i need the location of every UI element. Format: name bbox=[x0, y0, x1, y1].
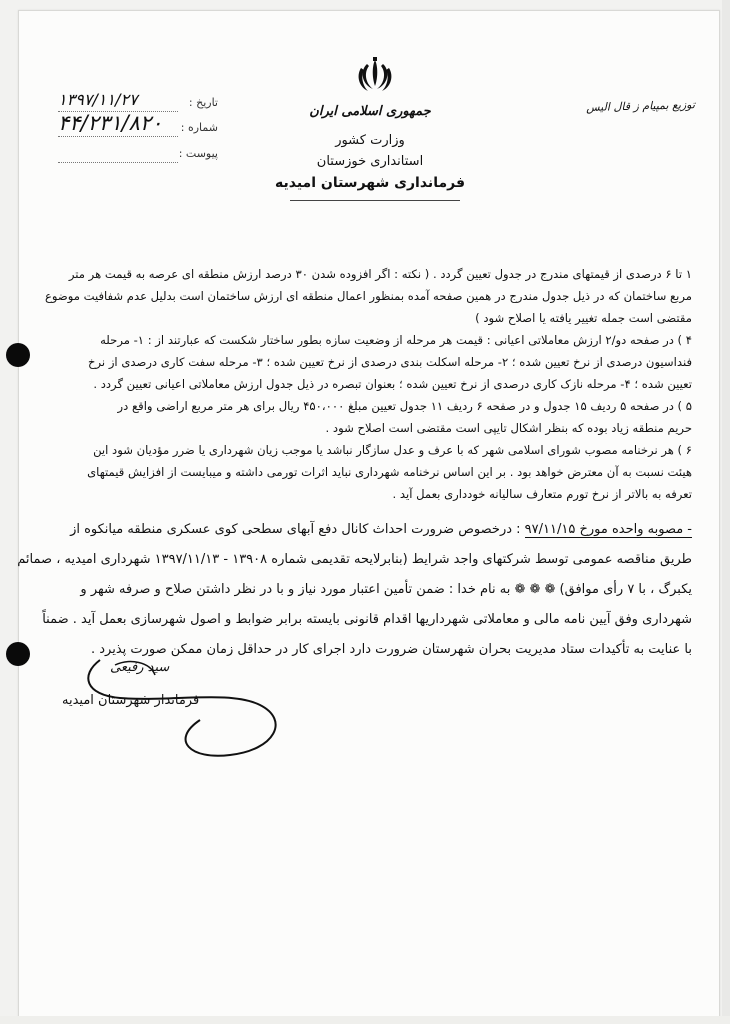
number-label: شماره : bbox=[180, 121, 218, 134]
handwritten-signature-icon bbox=[60, 650, 300, 770]
page-edge-bottom bbox=[0, 1016, 730, 1024]
number-value: ۴۴/۲۳۱/۸۲۰ bbox=[58, 111, 163, 135]
resolution-line-1 bbox=[66, 515, 692, 545]
governorate-name: استانداری خوزستان bbox=[316, 154, 424, 169]
resolution-heading: - مصوبه واحده مورخ ۹۷/۱۱/۱۵ bbox=[524, 522, 692, 537]
resolution-line-2: طریق مناقصه عمومی توسط شرکتهای واجد شرایط (بنابرلایحه تقدیمی شماره ۱۳۹۰۸ - ۱۳۹۷/۱۱/۱۳ شهرداری امیدیه ، صمائم bbox=[17, 552, 692, 567]
letter-body bbox=[17, 263, 692, 665]
body-line: تعرفه به بالاتر از نرخ تورم متعارف سالیانه خودداری بعمل آید . bbox=[392, 487, 692, 501]
resolution-line-3: یکبرگ ، با ۷ رأی موافق) ❁ ❁ ❁ به نام خدا : ضمن تأمین اعتبار مورد نیاز و با در نظر داشتن صلاح و صرفه شهر و bbox=[80, 582, 692, 597]
date-value: ۱۳۹۷/۱۱/۲۷ bbox=[58, 90, 138, 109]
attachment-label: پیوست : bbox=[178, 147, 218, 160]
number-field bbox=[58, 111, 218, 139]
page-edge-right bbox=[722, 0, 730, 1024]
body-line: ۶ ) هر نرخنامه مصوب شورای اسلامی شهر که با عرف و عدل سازگار نباشد یا موجب زیان شهرداری یا ضرر مؤدیان شود این bbox=[93, 443, 692, 457]
date-label: تاریخ : bbox=[188, 96, 218, 109]
attachment-dots bbox=[58, 162, 178, 163]
attachment-field bbox=[58, 143, 218, 165]
punch-hole-bottom bbox=[6, 642, 30, 666]
body-line: حریم منطقه زیاد بوده که بنظر اشکال تایپی است مقتضی است اصلاح شود . bbox=[325, 421, 692, 435]
header-motto: توزیع بمپیام ز قال الیس bbox=[585, 98, 696, 115]
body-line: ۵ ) در صفحه ۵ ردیف ۱۵ جدول و در صفحه ۶ ردیف ۱۱ جدول تعیین مبلغ ۴۵۰،۰۰۰ ریال برای هر متر مربع اراضی واقع در bbox=[117, 399, 692, 413]
body-line: فنداسیون درصدی از نرخ تعیین شده ؛ ۲- مرحله اسکلت بندی درصدی از نرخ تعیین شده ؛ ۳- مرحله سفت کاری درصدی از نرخ bbox=[88, 355, 692, 369]
ministry-name: وزارت کشور bbox=[335, 133, 405, 148]
body-line: مربع ساختمان که در ذیل جدول مندرج در همین صفحه آمده بمنظور اعمال منطقه ای ارزش ساختمان است بدلیل عدم شفافیت موضوع bbox=[44, 289, 692, 303]
punch-hole-top bbox=[6, 343, 30, 367]
resolution-line-5: با عنایت به تأکیدات ستاد مدیریت بحران شهرستان ضرورت دارد اجرای کار در حداقل زمان ممکن صورت پذیرد . bbox=[90, 642, 692, 657]
signatory-name: سید رفیعی bbox=[110, 660, 170, 675]
office-name: فرمانداری شهرستان امیدیه bbox=[274, 175, 465, 191]
number-dots bbox=[58, 136, 178, 137]
body-line: ۴ ) در صفحه دو/۲ ارزش معاملاتی اعیانی : قیمت هر مرحله از وضعیت سازه بطور ساختار شکست که عبارتند از : ۱- مرحله bbox=[100, 333, 692, 347]
body-line: ۱ تا ۶ درصدی از قیمتهای مندرج در جدول تعیین گردد . ( نکته : اگر افزوده شدن ۳۰ درصد ارزش منطقه ای عرصه به قیمت هر متر bbox=[68, 267, 692, 281]
header-divider bbox=[290, 200, 460, 201]
signatory-title: فرماندار شهرستان امیدیه bbox=[62, 693, 200, 708]
body-line: تعیین شده ؛ ۴- مرحله نازک کاری درصدی از نرخ تعیین شده ؛ بعنوان تبصره در ذیل جدول ارزش معاملاتی اعیانی تعیین گردد . bbox=[93, 377, 692, 391]
body-line: مقتضی است جمله تغییر یافته یا اصلاح شود ) bbox=[475, 311, 692, 325]
national-emblem-icon bbox=[353, 56, 397, 96]
republic-title: جمهوری اسلامی ایران bbox=[309, 104, 431, 119]
resolution-line-4: شهرداری وفق آیین نامه مالی و معاملاتی شهرداریها اقدام قانونی بایسته برابر ضوابط و اصول شهرسازی بعمل آید . ضمناً bbox=[42, 612, 692, 627]
resolution-subject: : درخصوص ضرورت احداث کانال دفع آبهای سطحی کوی عسکری منطقه میانکوه از bbox=[70, 522, 525, 537]
body-line: هیئت نسبت به آن معترض خواهد بود . بر این اساس نرخنامه شهرداری نباید اثرات تورمی داشته و میبایست از افزایش قیمتهای bbox=[87, 465, 692, 479]
